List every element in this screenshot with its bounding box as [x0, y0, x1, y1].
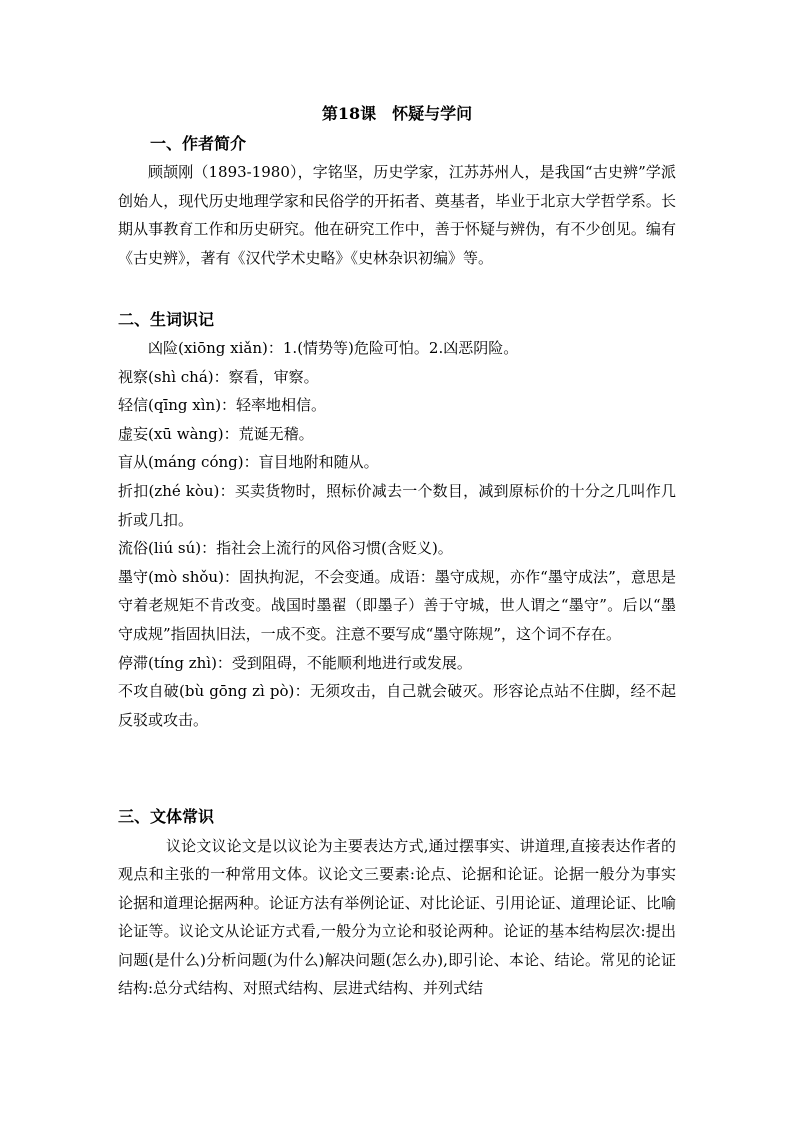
vocab-item: 停滞(tíng zhì)：受到阻碍，不能顺利地进行或发展。: [118, 653, 472, 672]
section-heading-vocabulary: 二、生词识记: [118, 310, 215, 329]
vocab-item: 凶险(xiōng xiǎn)：1.(情势等)危险可怕。2.凶恶阴险。: [148, 339, 519, 357]
vocab-item: 虚妄(xū wàng)：荒诞无稽。: [118, 424, 314, 443]
vocab-item: 折扣(zhé kòu)：买卖货物时，照标价减去一个数目，减到原标价的十分之几叫作几折或几扣。: [118, 481, 676, 529]
vocab-item: 墨守(mò shǒu)：固执拘泥，不会变通。成语：墨守成规，亦作“墨守成法”，意思是守着老规矩不肯改变。战国时墨翟（即墨子）善于守城，世人谓之“墨守”。后以“墨守成规”指固执旧法，一成不变。注意不要写成“墨守陈规”，这个词不存在。: [118, 567, 676, 643]
genre-knowledge-paragraph: 议论文议论文是以议论为主要表达方式,通过摆事实、讲道理,直接表达作者的观点和主张的一种常用文体。议论文三要素:论点、论据和论证。论据一般分为事实论据和道理论据两种。论证方法有举例论证、对比论证、引用论证、道理论证、比喻论证等。议论文从论证方式看,一般分为立论和驳论两种。论证的基本结构层次:提出问题(是什么)分析问题(为什么)解决问题(怎么办),即引论、本论、结论。常见的论证结构:总分式结构、对照式结构、层进式结构、并列式结: [118, 837, 676, 998]
author-intro-paragraph: 顾颉刚（1893-1980），字铭坚，历史学家，江苏苏州人，是我国“古史辨”学派创始人，现代历史地理学家和民俗学的开拓者、奠基者，毕业于北京大学哲学系。长期从事教育工作和历史研究。他在研究工作中，善于怀疑与辨伪，有不少创见。编有《古史辨》，著有《汉代学术史略》《史林杂识初编》等。: [118, 163, 676, 267]
vocab-item: 不攻自破(bù gōng zì pò)：无须攻击，自己就会破灭。形容论点站不住脚，经不起反驳或攻击。: [118, 682, 676, 729]
vocab-item: 流俗(liú sú)：指社会上流行的风俗习惯(含贬义)。: [118, 539, 453, 558]
vocab-item: 盲从(máng cóng)：盲目地附和随从。: [118, 453, 379, 472]
vocab-item: 轻信(qīng xìn)：轻率地相信。: [118, 396, 327, 415]
lesson-title: 第18课 怀疑与学问: [321, 104, 473, 123]
section-heading-genre: 三、文体常识: [118, 807, 215, 826]
vocabulary-list: [118, 334, 676, 734]
vocab-item: 视察(shì chá)：察看，审察。: [118, 367, 319, 386]
section-heading-author: 一、作者简介: [150, 134, 247, 153]
